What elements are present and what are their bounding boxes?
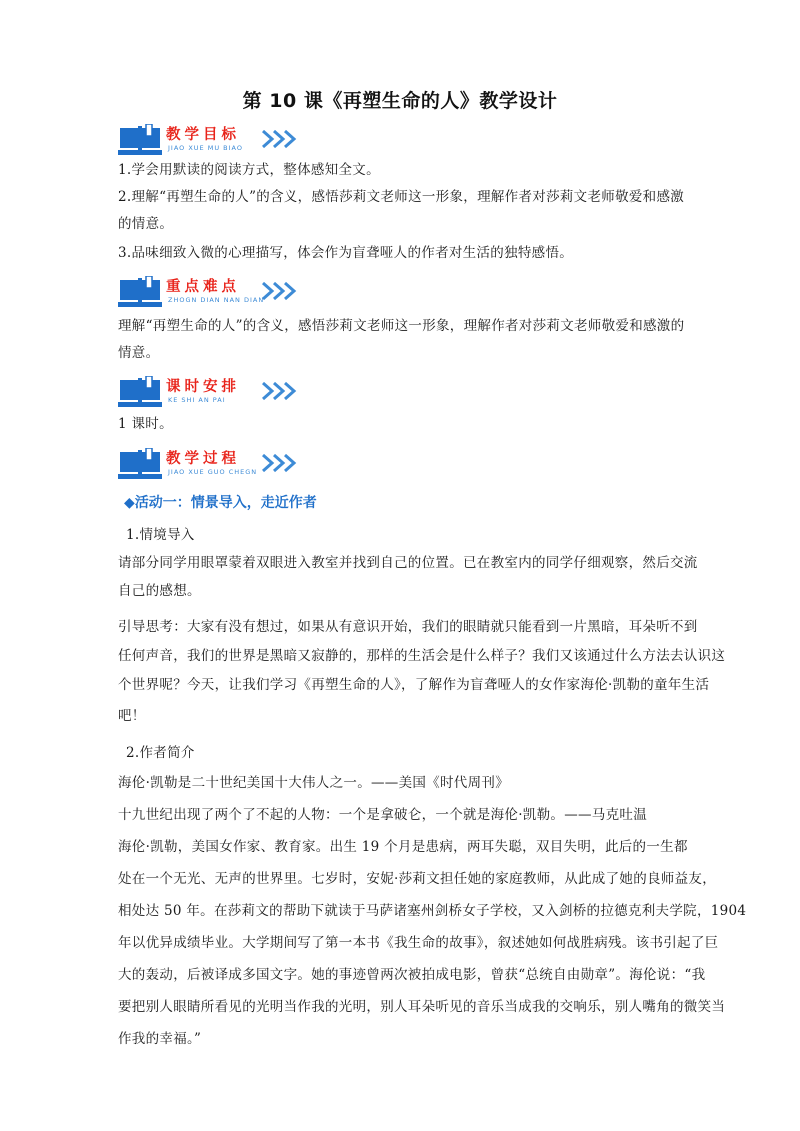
schedule-text: 1 课时。	[118, 416, 173, 432]
section-pinyin: KE SHI AN PAI	[168, 396, 226, 404]
quote-time: 海伦·凯勒是二十世纪美国十大伟人之一。——美国《时代周刊》	[118, 775, 509, 791]
author-heading: 2.作者简介	[126, 745, 195, 761]
chevrons-icon	[261, 280, 301, 302]
intro-line-2: 自己的感想。	[118, 583, 201, 599]
section-title: 课时安排	[166, 379, 240, 395]
book-icon	[118, 276, 162, 310]
keypoints-line-2: 情意。	[118, 345, 160, 361]
guide-line-3: 个世界呢？今天，让我们学习《再塑生命的人》，了解作为盲聋哑人的女作家海伦·凯勒的童年生活	[118, 677, 710, 693]
objective-1: 1.学会用默读的阅读方式，整体感知全文。	[118, 162, 380, 178]
bio-line-3: 相处达 50 年。在莎莉文的帮助下就读于马萨诸塞州剑桥女子学校，又入剑桥的拉德克利夫学院，1904	[118, 903, 747, 919]
section-header-schedule	[118, 374, 308, 414]
chevrons-icon	[261, 452, 301, 474]
book-icon	[118, 448, 162, 482]
objective-2-cont: 的情意。	[118, 216, 174, 232]
section-header-process	[118, 446, 308, 486]
section-title: 教学过程	[166, 451, 240, 467]
activity-1-title: ◆活动一：情景导入，走近作者	[124, 495, 317, 511]
section-pinyin: JIAO XUE GUO CHEGN	[168, 468, 258, 476]
intro-line-1: 请部分同学用眼罩蒙着双眼进入教室并找到自己的位置。已在教室内的同学仔细观察，然后交流	[118, 555, 698, 571]
section-title: 教学目标	[166, 127, 240, 143]
guide-line-1: 引导思考：大家有没有想过，如果从有意识开始，我们的眼睛就只能看到一片黑暗，耳朵听不到	[118, 619, 698, 635]
keypoints-line-1: 理解“再塑生命的人”的含义，感悟莎莉文老师这一形象，理解作者对莎莉文老师敬爱和感激的	[118, 318, 685, 334]
objective-3: 3.品味细致入微的心理描写，体会作为盲聋哑人的作者对生活的独特感悟。	[118, 245, 574, 261]
guide-line-2: 任何声音，我们的世界是黑暗又寂静的，那样的生活会是什么样子？我们又该通过什么方法去认识这	[118, 648, 726, 664]
page-title: 第 10 课《再塑生命的人》教学设计	[242, 90, 558, 112]
quote-twain: 十九世纪出现了两个了不起的人物：一个是拿破仑，一个就是海伦·凯勒。——马克吐温	[118, 807, 647, 823]
bio-line-6: 要把别人眼睛所看见的光明当作我的光明，别人耳朵听见的音乐当成我的交响乐，别人嘴角的微笑当	[118, 999, 726, 1015]
bio-line-2: 处在一个无光、无声的世界里。七岁时，安妮·莎莉文担任她的家庭教师，从此成了她的良师益友，	[118, 871, 716, 887]
bio-line-7: 作我的幸福。”	[118, 1031, 202, 1047]
bio-line-1: 海伦·凯勒，美国女作家、教育家。出生 19 个月是患病，两耳失聪，双目失明，此后的一生都	[118, 839, 688, 855]
section-pinyin: ZHOGN DIAN NAN DIAN	[168, 296, 265, 304]
intro-heading: 1.情境导入	[126, 527, 195, 543]
objective-2: 2.理解“再塑生命的人”的含义，感悟莎莉文老师这一形象，理解作者对莎莉文老师敬爱和感激	[118, 189, 685, 205]
chevrons-icon	[261, 128, 301, 150]
bio-line-4: 年以优异成绩毕业。大学期间写了第一本书《我生命的故事》，叙述她如何战胜病残。该书引起了巨	[118, 935, 719, 951]
guide-line-4: 吧！	[118, 708, 146, 724]
chevrons-icon	[261, 380, 301, 402]
book-icon	[118, 124, 162, 158]
section-header-objectives	[118, 122, 308, 162]
section-header-keypoints	[118, 274, 308, 314]
book-icon	[118, 376, 162, 410]
section-pinyin: JIAO XUE MU BIAO	[168, 144, 243, 152]
section-title: 重点难点	[166, 279, 240, 295]
bio-line-5: 大的轰动，后被译成多国文字。她的事迹曾两次被拍成电影，曾获“总统自由勋章”。海伦说：“我	[118, 967, 706, 983]
